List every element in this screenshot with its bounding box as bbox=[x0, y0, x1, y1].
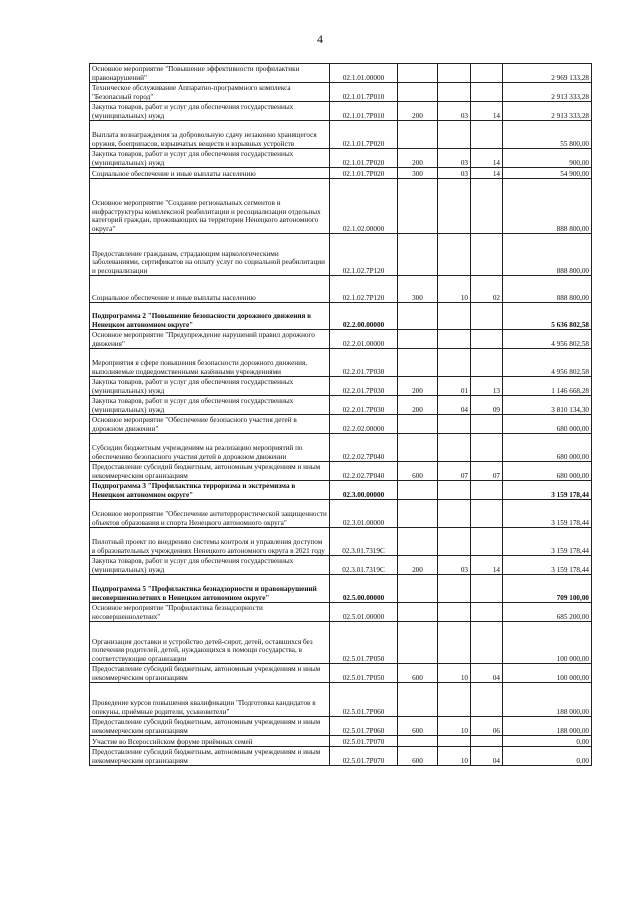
section: 07 bbox=[438, 462, 471, 481]
amount: 680 000,00 bbox=[503, 434, 592, 462]
row-name: Закупка товаров, работ и услуг для обеспечения государственных (муниципальных) нужд bbox=[90, 556, 330, 575]
expense-type bbox=[398, 179, 438, 234]
expense-type bbox=[398, 121, 438, 149]
amount: 1 146 668,28 bbox=[503, 377, 592, 396]
expense-type: 200 bbox=[398, 377, 438, 396]
amount: 4 956 802,58 bbox=[503, 330, 592, 349]
row-name: Мероприятия в сфере повышения безопасности дорожного движения, выполняемые подведомственными казёнными учреждениями bbox=[90, 349, 330, 377]
table-row bbox=[90, 500, 592, 528]
target-code: 02.3.01.7319С bbox=[330, 528, 398, 556]
expense-type bbox=[398, 603, 438, 622]
subsection bbox=[471, 121, 503, 149]
expense-type: 600 bbox=[398, 747, 438, 766]
subsection bbox=[471, 234, 503, 276]
row-name: Выплата вознаграждения за добровольную сдачу незаконно хранящегося оружия, боеприпасов, взрывчатых веществ и взрывных устройств bbox=[90, 121, 330, 149]
amount: 100 000,00 bbox=[503, 664, 592, 683]
amount: 2 913 333,28 bbox=[503, 102, 592, 121]
table-row bbox=[90, 683, 592, 717]
subsection bbox=[471, 622, 503, 664]
amount: 709 100,00 bbox=[503, 575, 592, 603]
section: 10 bbox=[438, 747, 471, 766]
subsection: 13 bbox=[471, 377, 503, 396]
expense-type bbox=[398, 622, 438, 664]
section bbox=[438, 121, 471, 149]
row-name: Организация доставки и устройство детей-сирот, детей, оставшихся без попечения родителей, детей, нуждающихся в помощи государства, в соответствующие организации bbox=[90, 622, 330, 664]
amount: 888 800,00 bbox=[503, 234, 592, 276]
target-code: 02.1.02.7Р120 bbox=[330, 276, 398, 303]
table-row bbox=[90, 234, 592, 276]
section: 03 bbox=[438, 102, 471, 121]
section bbox=[438, 575, 471, 603]
target-code: 02.2.02.7Р040 bbox=[330, 462, 398, 481]
expense-type: 300 bbox=[398, 168, 438, 179]
amount: 3 810 134,30 bbox=[503, 396, 592, 415]
target-code: 02.5.01.7Р060 bbox=[330, 717, 398, 736]
subsection: 04 bbox=[471, 747, 503, 766]
section: 01 bbox=[438, 377, 471, 396]
subsection: 04 bbox=[471, 664, 503, 683]
expense-type: 300 bbox=[398, 276, 438, 303]
row-name: Подпрограмма 5 "Профилактика безнадзорности и правонарушений несовершеннолетних в Ненецком автономном округе" bbox=[90, 575, 330, 603]
amount: 4 956 802,58 bbox=[503, 349, 592, 377]
row-name: Подпрограмма 3 "Профилактика терроризма и экстремизма в Ненецком автономном округе" bbox=[90, 481, 330, 500]
amount: 188 000,00 bbox=[503, 717, 592, 736]
subsection: 14 bbox=[471, 168, 503, 179]
table-row bbox=[90, 434, 592, 462]
table-row bbox=[90, 276, 592, 303]
target-code: 02.3.01.00000 bbox=[330, 500, 398, 528]
amount: 2 913 333,28 bbox=[503, 83, 592, 102]
table-row bbox=[90, 481, 592, 500]
table-row bbox=[90, 330, 592, 349]
expense-type: 200 bbox=[398, 102, 438, 121]
section bbox=[438, 234, 471, 276]
amount: 5 636 802,58 bbox=[503, 303, 592, 330]
subsection bbox=[471, 349, 503, 377]
row-name: Техническое обслуживание Аппаратно-программного комплекса "Безопасный город" bbox=[90, 83, 330, 102]
subsection: 07 bbox=[471, 462, 503, 481]
budget-table bbox=[89, 63, 592, 766]
row-name: Предоставление субсидий бюджетным, автономным учреждениям и иным некоммерческим организациям bbox=[90, 717, 330, 736]
section bbox=[438, 303, 471, 330]
target-code: 02.1.01.00000 bbox=[330, 64, 398, 83]
subsection bbox=[471, 64, 503, 83]
section bbox=[438, 349, 471, 377]
table-row bbox=[90, 717, 592, 736]
amount: 888 800,00 bbox=[503, 276, 592, 303]
amount: 55 800,00 bbox=[503, 121, 592, 149]
table-row bbox=[90, 349, 592, 377]
target-code: 02.5.01.7Р070 bbox=[330, 747, 398, 766]
amount: 900,00 bbox=[503, 149, 592, 168]
table-row bbox=[90, 303, 592, 330]
amount: 54 900,00 bbox=[503, 168, 592, 179]
expense-type: 200 bbox=[398, 396, 438, 415]
amount: 3 159 178,44 bbox=[503, 528, 592, 556]
subsection bbox=[471, 603, 503, 622]
section: 10 bbox=[438, 717, 471, 736]
table-row bbox=[90, 149, 592, 168]
section bbox=[438, 603, 471, 622]
target-code: 02.5.01.7Р050 bbox=[330, 664, 398, 683]
target-code: 02.2.01.7Р030 bbox=[330, 377, 398, 396]
row-name: Пилотный проект по внедрению системы контроля и управления доступом в образовательных учреждениях Ненецкого автономного округа в 2021 году bbox=[90, 528, 330, 556]
section bbox=[438, 434, 471, 462]
row-name: Закупка товаров, работ и услуг для обеспечения государственных (муниципальных) нужд bbox=[90, 377, 330, 396]
row-name: Субсидии бюджетным учреждениям на реализацию мероприятий по обеспечению безопасного участия детей в дорожном движении bbox=[90, 434, 330, 462]
subsection bbox=[471, 303, 503, 330]
expense-type bbox=[398, 234, 438, 276]
table-row bbox=[90, 556, 592, 575]
target-code: 02.5.01.7Р050 bbox=[330, 622, 398, 664]
table-row bbox=[90, 377, 592, 396]
subsection: 09 bbox=[471, 396, 503, 415]
table-row bbox=[90, 64, 592, 83]
expense-type bbox=[398, 303, 438, 330]
subsection bbox=[471, 528, 503, 556]
table-row bbox=[90, 179, 592, 234]
subsection: 02 bbox=[471, 276, 503, 303]
target-code: 02.2.01.7Р030 bbox=[330, 396, 398, 415]
target-code: 02.1.01.7Р010 bbox=[330, 83, 398, 102]
table-row bbox=[90, 575, 592, 603]
row-name: Закупка товаров, работ и услуг для обеспечения государственных (муниципальных) нужд bbox=[90, 396, 330, 415]
expense-type: 600 bbox=[398, 717, 438, 736]
subsection bbox=[471, 736, 503, 747]
table-row bbox=[90, 102, 592, 121]
target-code: 02.2.02.00000 bbox=[330, 415, 398, 434]
subsection bbox=[471, 330, 503, 349]
section bbox=[438, 64, 471, 83]
table-row bbox=[90, 603, 592, 622]
section bbox=[438, 179, 471, 234]
target-code: 02.1.01.7Р020 bbox=[330, 121, 398, 149]
target-code: 02.2.02.7Р040 bbox=[330, 434, 398, 462]
expense-type bbox=[398, 736, 438, 747]
subsection: 14 bbox=[471, 102, 503, 121]
amount: 100 000,00 bbox=[503, 622, 592, 664]
expense-type bbox=[398, 83, 438, 102]
amount: 680 000,00 bbox=[503, 462, 592, 481]
amount: 680 000,00 bbox=[503, 415, 592, 434]
section bbox=[438, 83, 471, 102]
amount: 3 159 178,44 bbox=[503, 481, 592, 500]
section bbox=[438, 528, 471, 556]
row-name: Подпрограмма 2 "Повышение безопасности дорожного движения в Ненецком автономном округе" bbox=[90, 303, 330, 330]
subsection bbox=[471, 415, 503, 434]
expense-type bbox=[398, 415, 438, 434]
subsection bbox=[471, 683, 503, 717]
table-row bbox=[90, 747, 592, 766]
expense-type: 600 bbox=[398, 462, 438, 481]
target-code: 02.1.01.7Р020 bbox=[330, 168, 398, 179]
expense-type bbox=[398, 481, 438, 500]
section: 03 bbox=[438, 556, 471, 575]
target-code: 02.5.01.00000 bbox=[330, 603, 398, 622]
section bbox=[438, 415, 471, 434]
subsection bbox=[471, 481, 503, 500]
row-name: Закупка товаров, работ и услуг для обеспечения государственных (муниципальных) нужд bbox=[90, 149, 330, 168]
amount: 888 800,00 bbox=[503, 179, 592, 234]
target-code: 02.1.02.7Р120 bbox=[330, 234, 398, 276]
row-name: Предоставление субсидий бюджетным, автономным учреждениям и иным некоммерческим организациям bbox=[90, 747, 330, 766]
target-code: 02.1.01.7Р010 bbox=[330, 102, 398, 121]
expense-type bbox=[398, 330, 438, 349]
table-row bbox=[90, 736, 592, 747]
row-name: Основное мероприятие "Предупреждение нарушений правил дорожного движения" bbox=[90, 330, 330, 349]
row-name: Социальное обеспечение и иные выплаты населению bbox=[90, 168, 330, 179]
row-name: Основное мероприятие "Создание региональных сегментов и инфраструктуры комплексной реабилитации и ресоциализации отдельных категорий граждан, проживающих на территории Ненецкого автономного округа" bbox=[90, 179, 330, 234]
target-code: 02.2.01.7Р030 bbox=[330, 349, 398, 377]
amount: 2 969 133,28 bbox=[503, 64, 592, 83]
section bbox=[438, 330, 471, 349]
expense-type: 200 bbox=[398, 556, 438, 575]
subsection bbox=[471, 434, 503, 462]
amount: 0,00 bbox=[503, 747, 592, 766]
expense-type bbox=[398, 575, 438, 603]
expense-type bbox=[398, 349, 438, 377]
row-name: Закупка товаров, работ и услуг для обеспечения государственных (муниципальных) нужд bbox=[90, 102, 330, 121]
row-name: Основное мероприятие "Повышение эффективности профилактики правонарушений" bbox=[90, 64, 330, 83]
expense-type bbox=[398, 434, 438, 462]
subsection: 14 bbox=[471, 556, 503, 575]
expense-type bbox=[398, 528, 438, 556]
table-row bbox=[90, 622, 592, 664]
amount: 0,00 bbox=[503, 736, 592, 747]
table-row bbox=[90, 664, 592, 683]
amount: 188 000,00 bbox=[503, 683, 592, 717]
table-row bbox=[90, 415, 592, 434]
section: 10 bbox=[438, 664, 471, 683]
target-code: 02.2.01.00000 bbox=[330, 330, 398, 349]
subsection bbox=[471, 575, 503, 603]
table-row bbox=[90, 528, 592, 556]
row-name: Предоставление субсидий бюджетным, автономным учреждениям и иным некоммерческим организациям bbox=[90, 664, 330, 683]
expense-type bbox=[398, 64, 438, 83]
section bbox=[438, 736, 471, 747]
expense-type: 200 bbox=[398, 149, 438, 168]
target-code: 02.3.01.7319С bbox=[330, 556, 398, 575]
target-code: 02.1.02.00000 bbox=[330, 179, 398, 234]
target-code: 02.2.00.00000 bbox=[330, 303, 398, 330]
amount: 3 159 178,44 bbox=[503, 556, 592, 575]
row-name: Основное мероприятие "Обеспечение антитеррористической защищенности объектов образования и спорта Ненецкого автономного округа" bbox=[90, 500, 330, 528]
section: 10 bbox=[438, 276, 471, 303]
section bbox=[438, 481, 471, 500]
expense-type: 600 bbox=[398, 664, 438, 683]
table-row bbox=[90, 83, 592, 102]
section bbox=[438, 500, 471, 528]
row-name: Социальное обеспечение и иные выплаты населению bbox=[90, 276, 330, 303]
target-code: 02.5.01.7Р060 bbox=[330, 683, 398, 717]
subsection bbox=[471, 500, 503, 528]
table-row bbox=[90, 462, 592, 481]
target-code: 02.1.01.7Р020 bbox=[330, 149, 398, 168]
table-row bbox=[90, 121, 592, 149]
subsection: 06 bbox=[471, 717, 503, 736]
section: 03 bbox=[438, 168, 471, 179]
section bbox=[438, 622, 471, 664]
row-name: Участие во Всероссийском форуме приёмных семей bbox=[90, 736, 330, 747]
row-name: Основное мероприятие "Профилактика безнадзорности несовершеннолетних" bbox=[90, 603, 330, 622]
row-name: Предоставление субсидий бюджетным, автономным учреждениям и иным некоммерческим организациям bbox=[90, 462, 330, 481]
target-code: 02.3.00.00000 bbox=[330, 481, 398, 500]
table-row bbox=[90, 168, 592, 179]
target-code: 02.5.00.00000 bbox=[330, 575, 398, 603]
amount: 685 200,00 bbox=[503, 603, 592, 622]
subsection: 14 bbox=[471, 149, 503, 168]
row-name: Предоставление гражданам, страдающим наркологическими заболеваниями, сертификатов на оплату услуг по социальной реабилитации и ресоциализации bbox=[90, 234, 330, 276]
target-code: 02.5.01.7Р070 bbox=[330, 736, 398, 747]
row-name: Основное мероприятие "Обеспечение безопасного участия детей в дорожном движении" bbox=[90, 415, 330, 434]
page-number: 4 bbox=[317, 32, 323, 46]
amount: 3 159 178,44 bbox=[503, 500, 592, 528]
section: 04 bbox=[438, 396, 471, 415]
section bbox=[438, 683, 471, 717]
expense-type bbox=[398, 500, 438, 528]
row-name: Проведение курсов повышения квалификации "Подготовка кандидатов в опекуны, приёмные родители, усыновители" bbox=[90, 683, 330, 717]
budget-table-body bbox=[90, 64, 592, 766]
subsection bbox=[471, 179, 503, 234]
table-row bbox=[90, 396, 592, 415]
subsection bbox=[471, 83, 503, 102]
section: 03 bbox=[438, 149, 471, 168]
expense-type bbox=[398, 683, 438, 717]
